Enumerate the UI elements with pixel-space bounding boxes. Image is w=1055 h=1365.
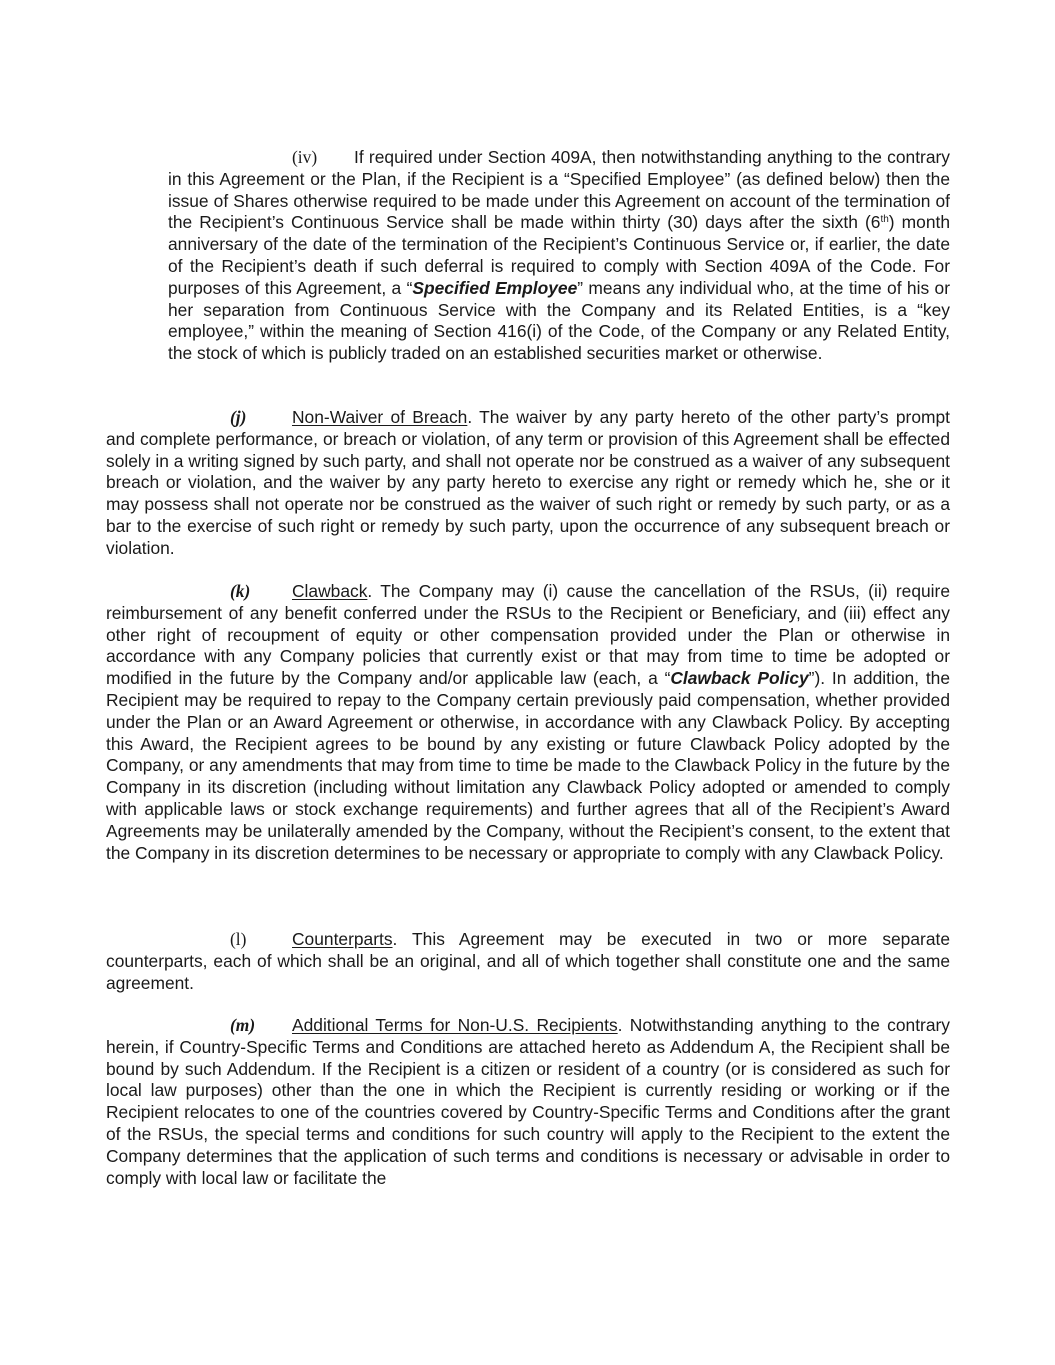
- paragraph-marker: (k): [230, 581, 251, 601]
- paragraph-j: [106, 407, 950, 560]
- paragraph-k: [106, 581, 950, 864]
- paragraph-m: [106, 1015, 950, 1189]
- paragraph-marker: (j): [230, 407, 247, 427]
- paragraph-text: . This Agreement may be executed in two or more separate counterparts, each of which shall be an original, and all of which together shall constitute one and the same agreement.: [106, 929, 950, 993]
- section-heading: Additional Terms for Non-U.S. Recipients: [292, 1015, 618, 1035]
- paragraph-text: . Notwithstanding anything to the contrary herein, if Country-Specific Terms and Conditions are attached hereto as Addendum A, the Recipient shall be bound by such Addendum. If the Recipient is a citizen or resident of a country (or is considered as such for local law purposes) other than the one in which the Recipient is currently residing or working or if the Recipient relocates to one of the countries covered by Country-Specific Terms and Conditions after the grant of the RSUs, the special terms and conditions for such country will apply to the Recipient to the extent the Company determines that the application of such terms and conditions is necessary or advisable in order to comply with local law or facilitate the: [106, 1015, 950, 1188]
- paragraph-iv: [168, 147, 950, 365]
- ordinal-suffix: th: [880, 214, 889, 226]
- paragraph-l: [106, 929, 950, 994]
- defined-term: Clawback Policy: [670, 668, 809, 689]
- paragraph-text: ” means any individual who, at the time of his or her separation from Continuous Service with the Company and its Related Entities, is a “key employee,” within the meaning of Section 416(i) of the Code, of the Company or any Related Entity, the stock of which is publicly traded on an established securities market or otherwise.: [168, 277, 950, 364]
- paragraph-text: If required under Section 409A, then notwithstanding anything to the contrary in this Agreement or the Plan, if the Recipient is a “Specified Employee” (as defined below) then the issue of Shares otherwise required to be made under this Agreement on account of the termination of the Recipient’s Continuous Service shall be made within thirty (30) days after the sixth (6: [168, 147, 950, 233]
- paragraph-text: . The Company may (i) cause the cancellation of the RSUs, (ii) require reimbursement of any benefit conferred under the RSUs to the Recipient or Beneficiary, and (iii) effect any other right of recoupment of equity or other compensation provided under the Plan or otherwise in accordance with any Company policies that currently exist or that may from time to time be adopted or modified in the future by the Company and/or applicable law (each, a “: [106, 581, 950, 689]
- section-heading: Non-Waiver of Breach: [292, 407, 468, 427]
- paragraph-marker: (l): [230, 929, 247, 949]
- paragraph-text: ”). In addition, the Recipient may be required to repay to the Company certain previously paid compensation, whether provided under the Plan or an Award Agreement or otherwise, in accordance with any Clawback Policy. By accepting this Award, the Recipient agrees to be bound by any existing or future Clawback Policy adopted by the Company, or any amendments that may from time to time be made to the Clawback Policy in the future by the Company in its discretion (including without limitation any Clawback Policy adopted or amended to comply with applicable laws or stock exchange requirements) and further agrees that all of the Recipient’s Award Agreements may be unilaterally amended by the Company, without the Recipient’s consent, to the extent that the Company in its discretion determines to be necessary or appropriate to comply with any Clawback Policy.: [106, 668, 951, 863]
- paragraph-marker: (m): [230, 1015, 256, 1035]
- paragraph-marker: (iv): [292, 147, 318, 167]
- paragraph-text: ) month anniversary of the date of the termination of the Recipient’s Continuous Service or, if earlier, the date of the Recipient’s death if such deferral is required to comply with Section 409A of the Code. For purposes of this Agreement, a “: [168, 212, 950, 298]
- section-heading: Clawback: [292, 581, 368, 601]
- defined-term: Specified Employee: [412, 277, 578, 298]
- paragraph-text: . The waiver by any party hereto of the other party’s prompt and complete performance, or breach or violation, of any term or provision of this Agreement shall be effected solely in a writing signed by such party, and shall not operate nor be construed as a waiver of any subsequent breach or violation, and the waiver by any party hereto to exercise any right or remedy which he, she or it may possess shall not operate nor be construed as the waiver of such right or remedy by such party, or as a bar to the exercise of such right or remedy by such party, upon the occurrence of any subsequent breach or violation.: [106, 407, 950, 558]
- section-heading: Counterparts: [292, 929, 393, 949]
